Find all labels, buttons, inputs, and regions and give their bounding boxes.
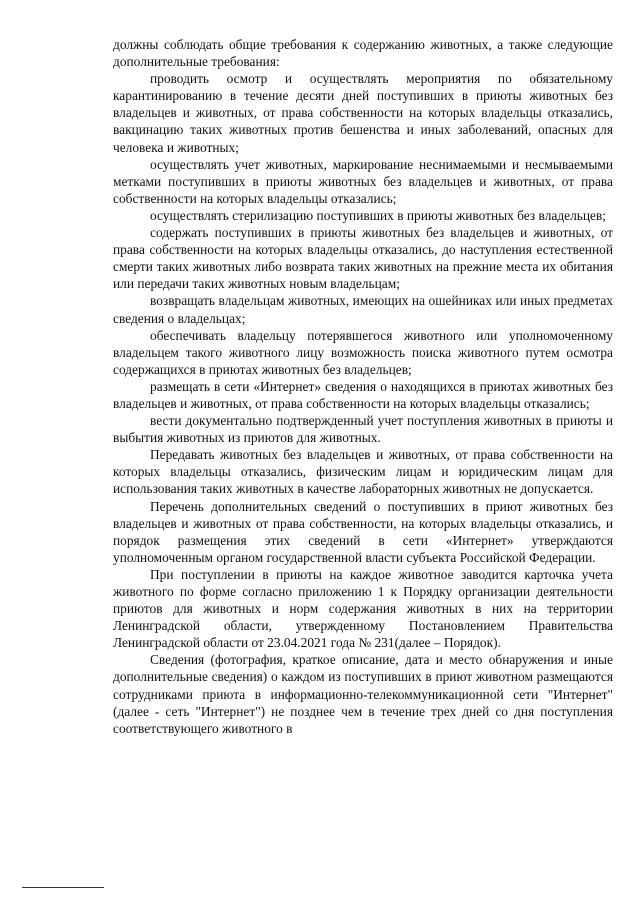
paragraph-10: Передавать животных без владельцев и животных, от права собственности на которых владельцы отказались, физическим лицам и юридическим лицам для использования таких животных в качестве лабораторных животных не допускается. — [113, 447, 613, 497]
paragraph-5: содержать поступивших в приюты животных без владельцев и животных, от права собственности на которых владельцы отказались, до наступления естественной смерти таких животных либо возврата таких животных на прежние места их обитания или передачи таких животных новым владельцам; — [113, 225, 613, 292]
paragraph-12: При поступлении в приюты на каждое животное заводится карточка учета животного по форме согласно приложению 1 к Порядку организации деятельности приютов для животных и норм содержания животных в них на территории Ленинградской области, утвержденному Постановлением Правительства Ленинградской области от 23.04.2021 года № 231(далее – Порядок). — [113, 566, 613, 651]
paragraph-6: возвращать владельцам животных, имеющих на ошейниках или иных предметах сведения о владельцах; — [113, 293, 613, 326]
paragraph-1: должны соблюдать общие требования к содержанию животных, а также следующие дополнительные требования: — [113, 37, 613, 70]
paragraph-8: размещать в сети «Интернет» сведения о находящихся в приютах животных без владельцев и животных, от права собственности на которых владельцы отказались; — [113, 378, 613, 411]
paragraph-2: проводить осмотр и осуществлять мероприятия по обязательному карантинированию в течение десяти дней поступивших в приюты животных без владельцев и животных, от права собственности на которых владельцы отказались, вакцинацию таких животных против бешенства и иных заболеваний, опасных для человека и животных; — [113, 71, 613, 155]
paragraph-13: Сведения (фотография, краткое описание, дата и место обнаружения и иные дополнительные сведения) о каждом из поступивших в приют животном размещаются сотрудниками приюта в информационно-телекоммуникационной сети "Интернет" (далее - сеть "Интернет") не позднее чем в течение трех дней со дня поступления соответствующего животного в — [113, 652, 613, 736]
paragraph-9: вести документально подтвержденный учет поступления животных в приюты и выбытия животных из приютов для животных. — [113, 413, 613, 446]
paragraph-3: осуществлять учет животных, маркирование неснимаемыми и несмываемыми метками поступивших в приюты животных без владельцев и животных, от права собственности на которых владельцы отказались; — [113, 156, 613, 206]
footnote-separator-line — [22, 887, 104, 888]
paragraph-11: Перечень дополнительных сведений о поступивших в приют животных без владельцев и животных от права собственности, на которых владельцы отказались, и порядок размещения этих сведений в сети «Интернет» утверждаются уполномоченным органом государственной власти субъекта Российской Федерации. — [113, 498, 613, 565]
paragraph-4: осуществлять стерилизацию поступивших в приюты животных без владельцев; — [150, 207, 607, 223]
document-body — [113, 36, 613, 737]
paragraph-7: обеспечивать владельцу потерявшегося животного или уполномоченному владельцем такого животного лицу возможность поиска животного путем осмотра содержащихся в приютах животных без владельцев; — [113, 327, 613, 377]
